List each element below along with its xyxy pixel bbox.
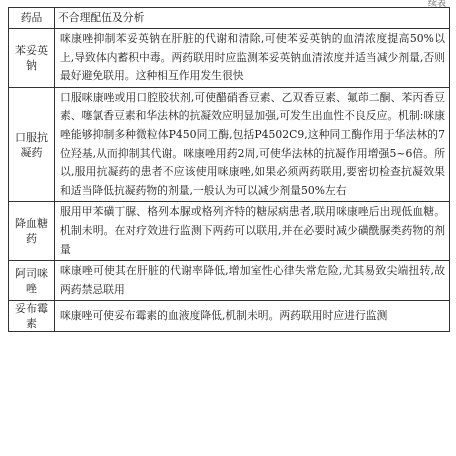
interaction-analysis: 咪康唑抑制苯妥英钠在肝脏的代谢和清除,可使苯妥英钠的血清浓度提高50%以上,导致体内蓄积中毒。两药联用时应监测苯妥英钠血清浓度并适当减少剂量,否则最好避免联用。这种相互作用发生很快 (55, 29, 450, 88)
drug-name: 口服抗凝药 (9, 87, 55, 202)
drug-name: 阿司咪唑 (9, 261, 55, 301)
table-row (9, 202, 450, 261)
interaction-analysis: 咪康唑可使妥布霉素的血液度降低,机制未明。两药联用时应进行监测 (55, 301, 450, 332)
table-row (9, 29, 450, 88)
interaction-analysis: 服用甲苯磺丁脲、格列本脲或格列齐特的糖尿病患者,联用咪康唑后出现低血糖。机制未明。在对疗效进行监测下两药可以联用,并在必要时减少磺酰脲类药物的剂量 (55, 202, 450, 261)
interaction-analysis: 咪康唑可使其在肝脏的代谢率降低,增加室性心律失常危险,尤其易致尖端扭转,故两药禁忌联用 (55, 261, 450, 301)
drug-name: 降血糖药 (9, 202, 55, 261)
drug-interaction-table (8, 7, 450, 332)
header-analysis: 不合理配伍及分析 (55, 8, 450, 29)
table-row (9, 87, 450, 202)
page-continuation-label: 续表 (427, 0, 446, 9)
header-drug: 药品 (9, 8, 55, 29)
interaction-analysis: 口服咪康唑或用口腔胶状剂,可使醋硝香豆素、乙双香豆素、氟茚二酮、苯丙香豆素、噻氯香豆素和华法林的抗凝效应明显加强,可发生出血性不良反应。机制:咪康唑能够抑制多种微粒体P450同工酶,包括P4502C9,这种同工酶作用于华法林的7位羟基,从而抑制其代谢。咪康唑用药2周,可使华法林的抗凝作用增强5~6倍。所以,服用抗凝药的患者不应该使用咪康唑,如果必须两药联用,要密切检查抗凝效果和适当降低抗凝药物的剂量,一般认为可以减少剂量50%左右 (55, 87, 450, 202)
table-row (9, 301, 450, 332)
drug-name: 苯妥英钠 (9, 29, 55, 88)
drug-name: 妥布霉素 (9, 301, 55, 332)
table-row (9, 261, 450, 301)
table-header-row (9, 8, 450, 29)
